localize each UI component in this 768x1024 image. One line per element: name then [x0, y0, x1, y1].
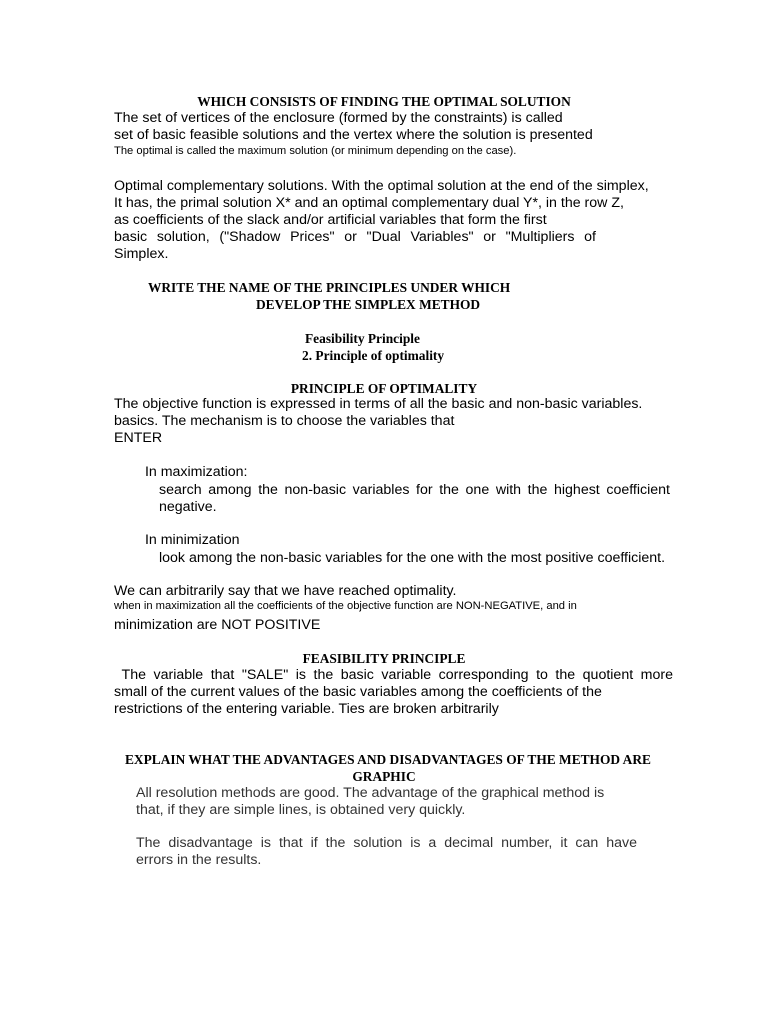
- heading-principles-line2: DEVELOP THE SIMPLEX METHOD: [256, 297, 481, 312]
- bullet-text-line: search among the non-basic variables for the one with the highest coefficient: [159, 482, 670, 498]
- paragraph-line: errors in the results.: [136, 852, 262, 868]
- bullet-text-line: negative.: [159, 499, 217, 515]
- principle-item-feasibility: Feasibility Principle: [305, 331, 420, 346]
- paragraph-line: We can arbitrarily say that we have reached optimality.: [114, 583, 457, 599]
- bullet-label: In maximization:: [144, 464, 248, 480]
- heading-graphic-method: EXPLAIN WHAT THE ADVANTAGES AND DISADVANTAGES OF THE METHOD ARE: [125, 752, 651, 767]
- heading-feasibility-principle: FEASIBILITY PRINCIPLE: [302, 651, 466, 666]
- paragraph-line: ENTER: [114, 430, 163, 446]
- paragraph-line: set of basic feasible solutions and the vertex where the solution is presented: [114, 127, 593, 143]
- paragraph-line: restrictions of the entering variable. Ties are broken arbitrarily: [114, 701, 499, 717]
- paragraph-line: minimization are NOT POSITIVE: [114, 617, 321, 633]
- heading-graphic-method-line2: GRAPHIC: [352, 769, 416, 784]
- paragraph-line: that, if they are simple lines, is obtained very quickly.: [136, 802, 466, 818]
- paragraph-line: basics. The mechanism is to choose the variables that: [114, 413, 455, 429]
- bullet-minimization: [139, 532, 240, 549]
- heading-principle-of-optimality: PRINCIPLE OF OPTIMALITY: [290, 381, 478, 396]
- paragraph-line: The variable that "SALE" is the basic variable corresponding to the quotient more: [114, 667, 673, 683]
- bullet-text-line: look among the non-basic variables for the one with the most positive coefficient.: [159, 550, 666, 566]
- paragraph-line: The set of vertices of the enclosure (formed by the constraints) is called: [114, 110, 563, 126]
- principle-item-optimality: 2. Principle of optimality: [302, 348, 445, 363]
- heading-principles: WRITE THE NAME OF THE PRINCIPLES UNDER WHICH: [148, 280, 511, 295]
- paragraph-line: Simplex.: [114, 246, 169, 262]
- paragraph-line: Optimal complementary solutions. With the optimal solution at the end of the simplex,: [114, 178, 649, 194]
- paragraph-line: as coefficients of the slack and/or artificial variables that form the first: [114, 212, 547, 228]
- paragraph-line: It has, the primal solution X* and an optimal complementary dual Y*, in the row Z,: [114, 195, 624, 211]
- heading-optimal-solution: WHICH CONSISTS OF FINDING THE OPTIMAL SOLUTION: [197, 94, 571, 109]
- paragraph-line: The objective function is expressed in terms of all the basic and non-basic variables.: [114, 396, 643, 412]
- paragraph-line: basic solution, ("Shadow Prices" or "Dual Variables" or "Multipliers of: [114, 229, 596, 245]
- bullet-maximization: [139, 464, 247, 481]
- bullet-label: In minimization: [144, 532, 240, 548]
- paragraph-line: The disadvantage is that if the solution is a decimal number, it can have: [136, 835, 637, 851]
- paragraph-small-line: when in maximization all the coefficients of the objective function are NON-NEGATIVE, and in: [114, 600, 577, 612]
- paragraph-line: All resolution methods are good. The advantage of the graphical method is: [136, 785, 605, 801]
- paragraph-small-line: The optimal is called the maximum solution (or minimum depending on the case).: [114, 145, 517, 157]
- paragraph-line: small of the current values of the basic variables among the coefficients of the: [114, 684, 602, 700]
